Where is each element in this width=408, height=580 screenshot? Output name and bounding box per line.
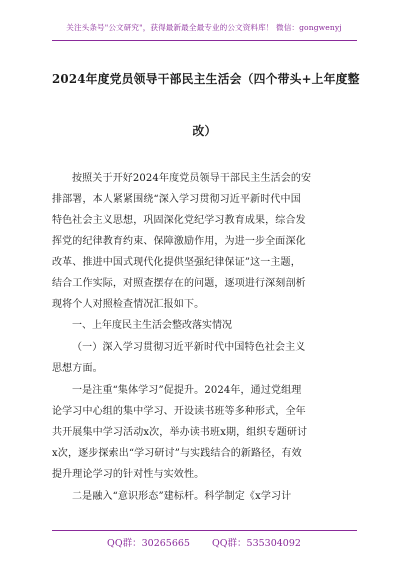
header-banner: 关注头条号"公文研究"，获得最新最全最专业的公文资料库！ 微信：gongwenyj (66, 23, 342, 32)
document-title-line-2: 改） (192, 124, 217, 138)
subsection-line: （一）深入学习贯彻习近平新时代中国特色社会主义 (72, 342, 306, 353)
paragraph-collective-study (52, 380, 357, 485)
paragraph-ideology (52, 486, 357, 507)
paragraph-line: 特色社会主义思想，巩固深化党纪学习教育成果，综合发 (52, 215, 306, 226)
subsection-line: 思想方面。 (52, 363, 103, 374)
subsection-heading-1 (52, 337, 357, 379)
paragraph-line: 改革、推进中国式现代化提供坚强纪律保证”这一主题， (52, 257, 301, 268)
paragraph-line: 排部署，本人紧紧围绕“深入学习贯彻习近平新时代中国 (52, 194, 301, 205)
paragraph-line: 结合工作实际，对照查摆存在的问题，逐项进行深刻剖析 (52, 278, 306, 289)
paragraph-line: 二是融入“意识形态”建标杆。科学制定《x学习计 (72, 491, 292, 502)
footer (0, 535, 408, 549)
header-divider (52, 40, 357, 41)
paragraph-line: 按照关于开好2024年度党员领导干部民主生活会的安 (72, 173, 312, 184)
footer-qq-group-1: QQ群：30265665 (107, 538, 190, 549)
document-title-line-1: 2024年度党员领导干部民主生活会（四个带头+上年度整 (52, 72, 360, 86)
section-heading-1: 一、上年度民主生活会整改落实情况 (72, 320, 232, 331)
paragraph-line: 提升理论学习的针对性与实效性。 (52, 469, 205, 480)
footer-divider (52, 530, 357, 531)
paragraph-line: 论学习中心组的集中学习、开设读书班等多种形式，全年 (52, 406, 306, 417)
paragraph-intro (52, 168, 357, 315)
paragraph-line: 现将个人对照检查情况汇报如下。 (52, 299, 205, 310)
paragraph-line: x次，逐步探索出“学习研讨”与实践结合的新路径，有效 (52, 448, 302, 459)
paragraph-line: 共开展集中学习活动x次，举办读书班x期，组织专题研讨 (52, 427, 308, 438)
paragraph-line: 一是注重“集体学习”促提升。2024年，通过党组理 (72, 385, 302, 396)
paragraph-line: 挥党的纪律教育约束、保障激励作用，为进一步全面深化 (52, 236, 306, 247)
footer-qq-group-2: QQ群：535304092 (211, 538, 301, 549)
